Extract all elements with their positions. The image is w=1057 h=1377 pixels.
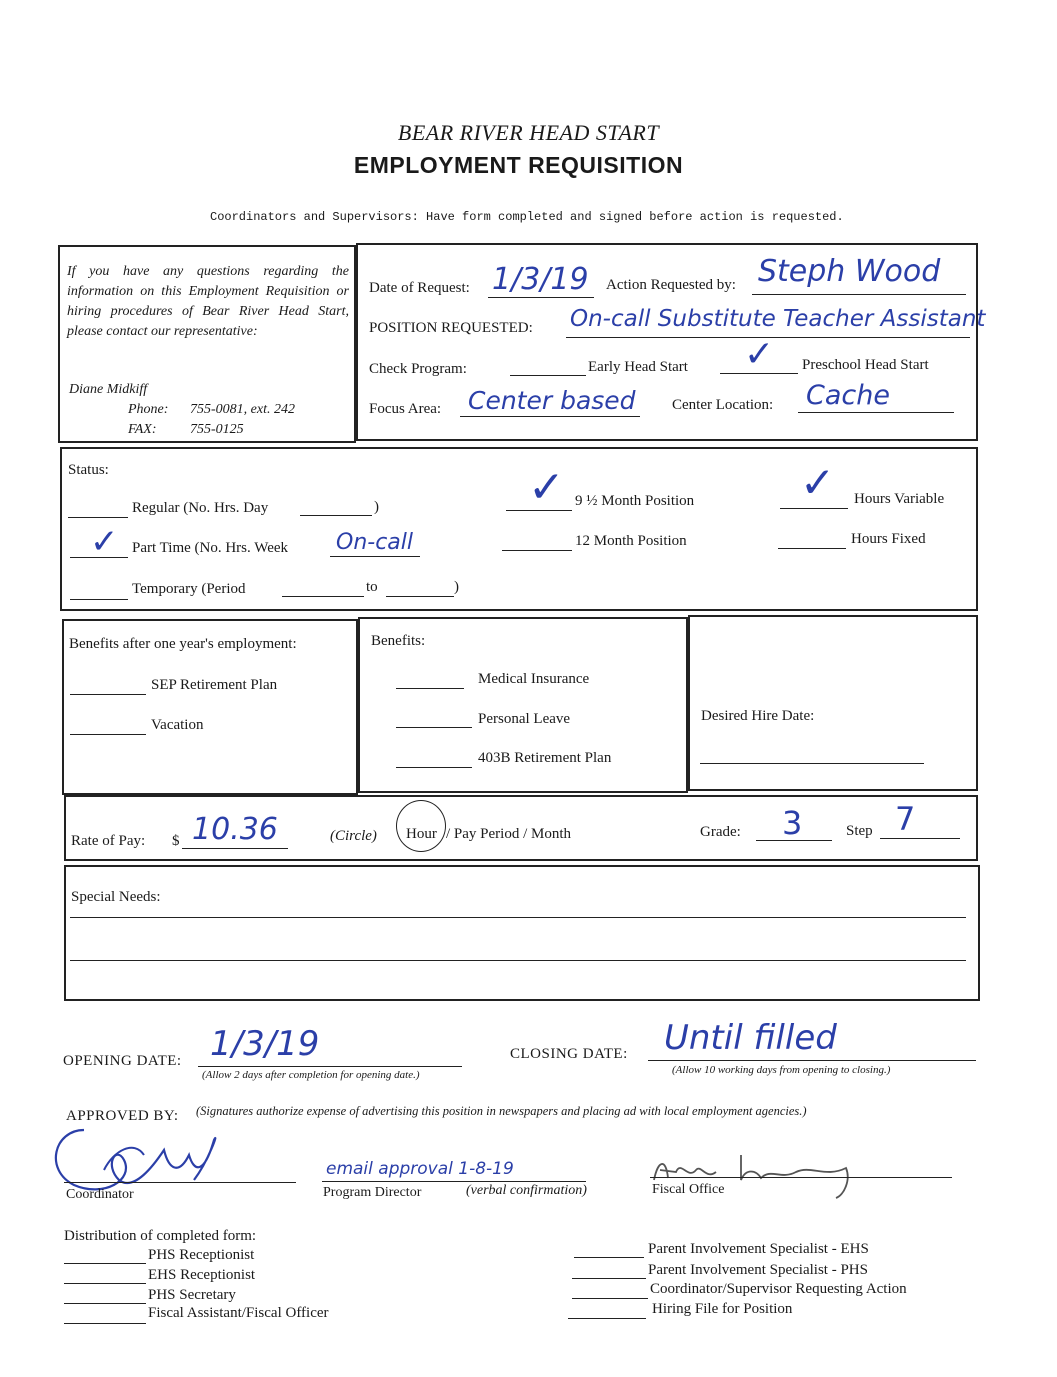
hire-date-box <box>688 615 978 791</box>
position-requested-value[interactable]: On-call Substitute Teacher Assistant <box>570 306 986 332</box>
temporary-close: ) <box>454 579 459 595</box>
rate-of-pay-value[interactable]: 10.36 <box>192 812 278 847</box>
hours-variable-check-line <box>780 508 848 509</box>
month9-option[interactable]: 9 ½ Month Position <box>575 493 695 509</box>
special-needs-label: Special Needs: <box>71 889 161 905</box>
hours-variable-option[interactable]: Hours Variable <box>854 491 945 507</box>
form-title: EMPLOYMENT REQUISITION <box>353 152 684 178</box>
director-note: (verbal confirmation) <box>466 1183 587 1198</box>
currency-symbol: $ <box>172 833 180 849</box>
medical-insurance-option[interactable]: Medical Insurance <box>478 671 590 687</box>
focus-area-line <box>460 416 640 417</box>
dist-right-item-1[interactable]: Parent Involvement Specialist - PHS <box>648 1262 868 1278</box>
contact-note: If you have any questions regarding the information on this Employment Requisition or hiring procedures of Bear River Head Start, please contact our representative: <box>67 264 349 339</box>
part-time-option[interactable]: Part Time (No. Hrs. Week <box>132 540 289 556</box>
date-of-request-value[interactable]: 1/3/19 <box>492 262 589 297</box>
benefits-label: Benefits: <box>371 633 426 649</box>
organization-name: BEAR RIVER HEAD START <box>397 120 660 145</box>
coordinator-label: Coordinator <box>66 1187 134 1202</box>
closing-date-note: (Allow 10 working days from opening to closing.) <box>672 1064 891 1076</box>
special-needs-line-1[interactable] <box>70 917 966 918</box>
circle-instruction: (Circle) <box>330 828 377 844</box>
fiscal-office-label: Fiscal Office <box>652 1182 725 1197</box>
contact-name: Diane Midkiff <box>69 382 148 397</box>
step-value[interactable]: 7 <box>895 800 916 838</box>
part-time-hours-value[interactable]: On-call <box>336 530 413 555</box>
phone-label: Phone: <box>128 402 169 417</box>
closing-date-value[interactable]: Until filled <box>664 1018 837 1058</box>
closing-date-line <box>648 1060 976 1061</box>
action-requested-line <box>752 294 966 295</box>
desired-hire-date-label: Desired Hire Date: <box>701 708 815 724</box>
dist-left-item-2[interactable]: PHS Secretary <box>148 1287 236 1303</box>
program-phs-option[interactable]: Preschool Head Start <box>802 357 929 373</box>
opening-date-label: OPENING DATE: <box>63 1053 182 1069</box>
step-line <box>880 838 960 839</box>
hours-fixed-check-line <box>778 548 846 549</box>
form-instruction: Coordinators and Supervisors: Have form completed and signed before action is requested. <box>210 210 844 224</box>
dist-left-item-0[interactable]: PHS Receptionist <box>148 1247 255 1263</box>
dist-left-line-3 <box>64 1323 146 1324</box>
special-needs-line-2[interactable] <box>70 960 966 961</box>
phs-checkmark: ✓ <box>744 334 775 375</box>
fax-value: 755-0125 <box>190 422 244 437</box>
fax-label: FAX: <box>128 422 157 437</box>
director-signature-line <box>322 1181 586 1182</box>
center-location-value[interactable]: Cache <box>806 380 890 411</box>
desired-hire-date-line[interactable] <box>700 763 924 764</box>
step-label: Step <box>846 823 873 839</box>
status-label: Status: <box>68 462 109 478</box>
retirement403b-check-line <box>396 767 472 768</box>
dist-right-line-1 <box>572 1278 646 1279</box>
vacation-option[interactable]: Vacation <box>151 717 204 733</box>
regular-close: ) <box>374 499 379 515</box>
grade-value[interactable]: 3 <box>782 804 803 842</box>
part-time-hours-line <box>330 556 420 557</box>
regular-check-line <box>68 517 128 518</box>
dist-left-line-2 <box>64 1303 146 1304</box>
coordinator-signature-line <box>64 1182 296 1183</box>
benefits-after-year-label: Benefits after one year's employment: <box>69 636 297 652</box>
approved-by-label: APPROVED BY: <box>66 1108 179 1124</box>
regular-hours-line <box>300 515 372 516</box>
temporary-check-line <box>70 599 128 600</box>
dist-right-item-0[interactable]: Parent Involvement Specialist - EHS <box>648 1241 869 1257</box>
grade-label: Grade: <box>700 824 741 840</box>
opening-date-value[interactable]: 1/3/19 <box>210 1024 320 1064</box>
center-location-label: Center Location: <box>672 397 774 413</box>
position-requested-label: POSITION REQUESTED: <box>369 320 533 336</box>
action-requested-value[interactable]: Steph Wood <box>758 254 941 289</box>
special-needs-box <box>64 865 980 1001</box>
dist-left-line-1 <box>64 1283 146 1284</box>
dist-left-line-0 <box>64 1263 146 1264</box>
distribution-label: Distribution of completed form: <box>64 1228 257 1244</box>
date-of-request-label: Date of Request: <box>369 280 470 296</box>
dist-right-line-3 <box>568 1318 646 1319</box>
program-ehs-option[interactable]: Early Head Start <box>588 359 688 375</box>
month9-checkmark: ✓ <box>528 462 565 513</box>
ehs-check-line <box>510 375 586 376</box>
director-signature-value[interactable]: email approval 1-8-19 <box>326 1159 514 1179</box>
opening-date-line <box>198 1066 462 1067</box>
rate-of-pay-label: Rate of Pay: <box>71 833 146 849</box>
medical-check-line <box>396 688 464 689</box>
pay-period-month-options[interactable]: / Pay Period / Month <box>446 826 572 842</box>
focus-area-value[interactable]: Center based <box>468 386 636 415</box>
regular-option[interactable]: Regular (No. Hrs. Day <box>132 500 269 516</box>
opening-date-note: (Allow 2 days after completion for opening date.) <box>202 1069 420 1081</box>
dist-right-item-3[interactable]: Hiring File for Position <box>652 1301 793 1317</box>
rate-of-pay-line <box>182 848 288 849</box>
part-time-checkmark: ✓ <box>90 522 119 562</box>
temporary-option[interactable]: Temporary (Period <box>132 581 246 597</box>
month12-check-line <box>502 550 572 551</box>
hours-variable-checkmark: ✓ <box>800 458 836 507</box>
temporary-from-line <box>282 596 364 597</box>
hour-option[interactable]: Hour <box>406 826 437 842</box>
fiscal-signature-line <box>650 1177 952 1178</box>
phone-value: 755-0081, ext. 242 <box>190 402 295 417</box>
dist-left-item-3[interactable]: Fiscal Assistant/Fiscal Officer <box>148 1305 329 1321</box>
approved-by-note: (Signatures authorize expense of advertising this position in newspapers and placing ad with local employment agencies.) <box>196 1104 807 1118</box>
director-label: Program Director <box>323 1185 422 1200</box>
vacation-check-line <box>70 734 146 735</box>
dist-right-line-2 <box>572 1298 648 1299</box>
closing-date-label: CLOSING DATE: <box>510 1046 628 1062</box>
personal-check-line <box>396 727 472 728</box>
date-of-request-line <box>488 297 594 298</box>
temporary-to: to <box>366 579 378 595</box>
sep-check-line <box>70 694 146 695</box>
hours-fixed-option[interactable]: Hours Fixed <box>851 531 926 547</box>
temporary-to-line <box>386 596 454 597</box>
dist-right-line-0 <box>574 1257 644 1258</box>
sep-retirement-option[interactable]: SEP Retirement Plan <box>151 677 278 693</box>
retirement403b-option[interactable]: 403B Retirement Plan <box>478 750 612 766</box>
focus-area-label: Focus Area: <box>369 401 442 417</box>
personal-leave-option[interactable]: Personal Leave <box>478 711 571 727</box>
action-requested-label: Action Requested by: <box>606 277 736 293</box>
month12-option[interactable]: 12 Month Position <box>575 533 687 549</box>
center-location-line <box>798 412 954 413</box>
check-program-label: Check Program: <box>369 361 467 377</box>
dist-right-item-2[interactable]: Coordinator/Supervisor Requesting Action <box>650 1281 907 1297</box>
dist-left-item-1[interactable]: EHS Receptionist <box>148 1267 256 1283</box>
